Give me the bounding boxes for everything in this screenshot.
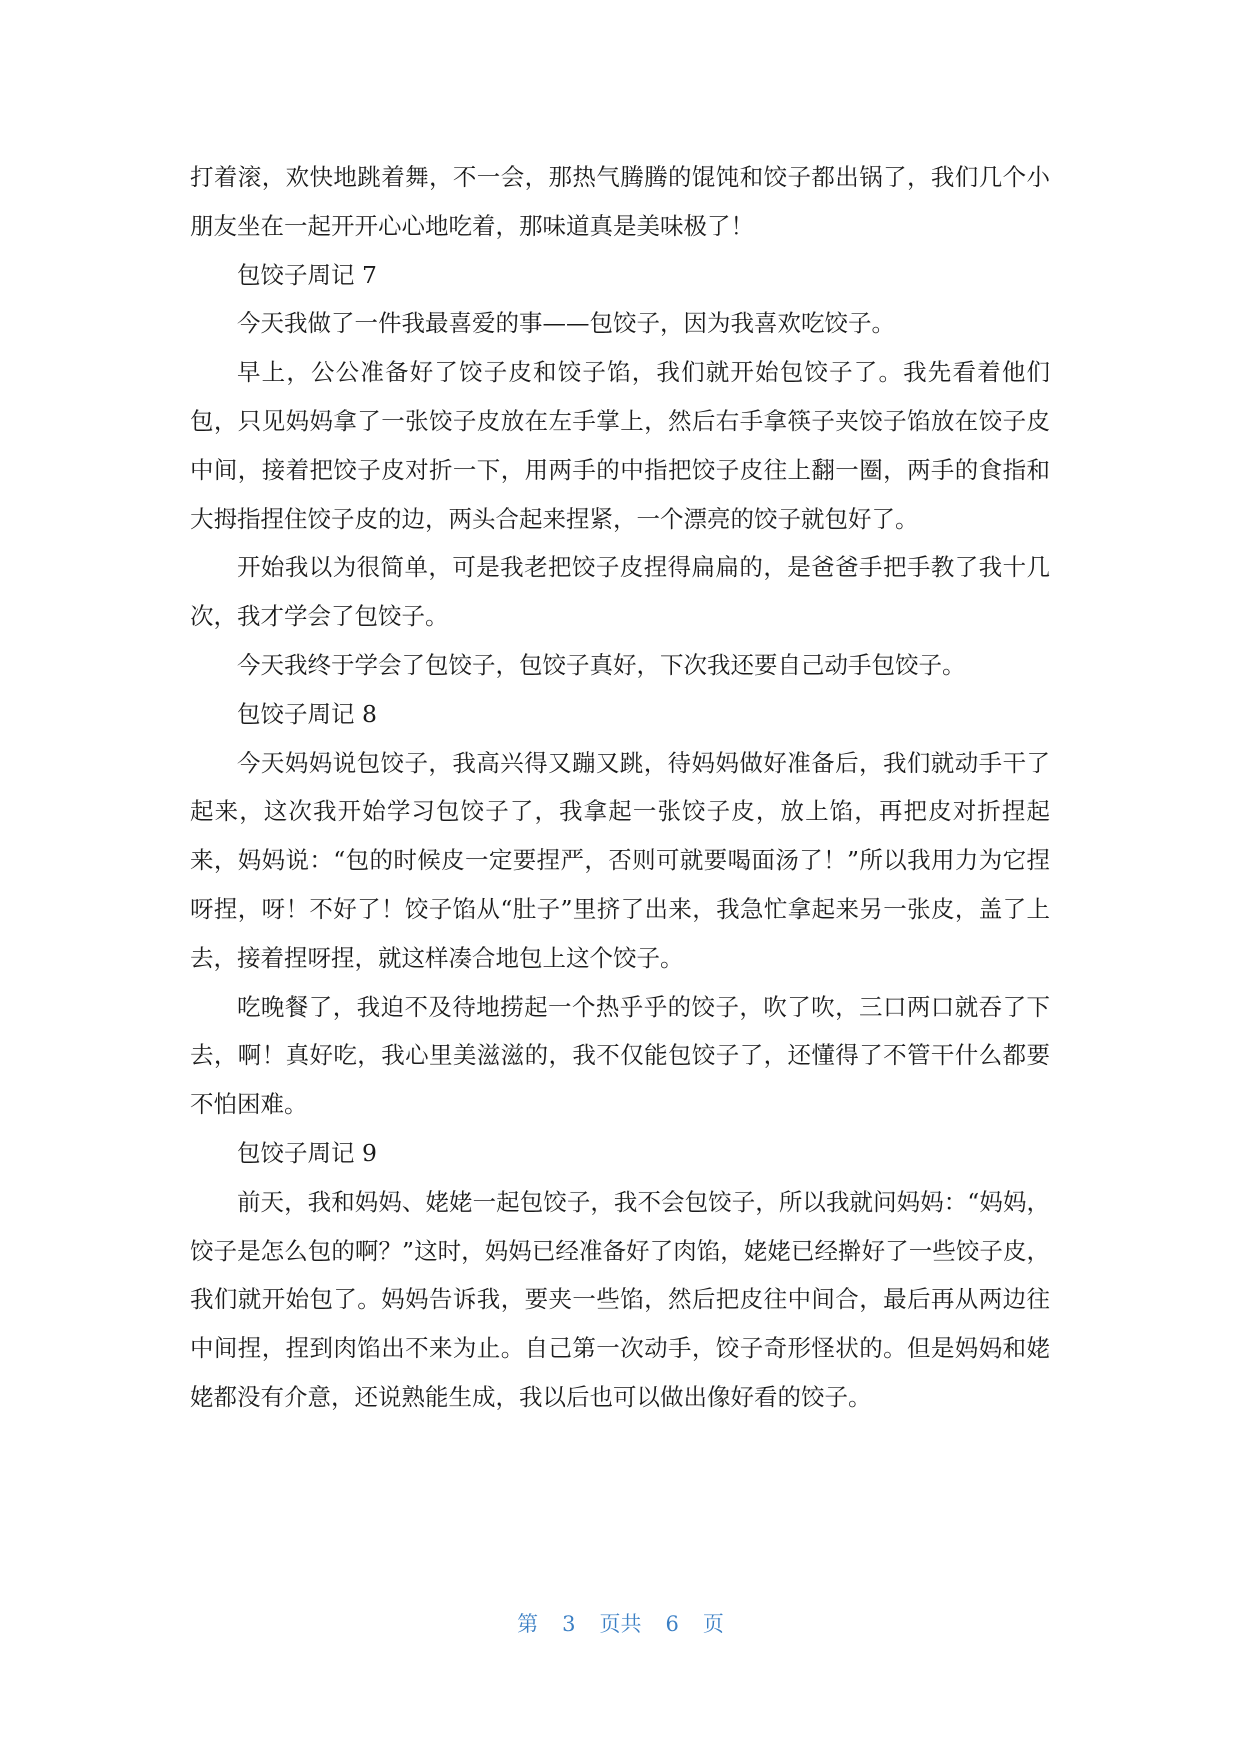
paragraph: 开始我以为很简单，可是我老把饺子皮捏得扁扁的，是爸爸手把手教了我十几次，我才学会了包饺子。 [190,553,1050,631]
paragraph: 吃晚餐了，我迫不及待地捞起一个热乎乎的饺子，吹了吹，三口两口就吞了下去，啊！真好吃，我心里美滋滋的，我不仅能包饺子了，还懂得了不管干什么都要不怕困难。 [190,992,1050,1119]
current-page-number: 3 [562,1612,576,1636]
footer-prefix: 第 [517,1612,539,1636]
section-heading: 包饺子周记 7 [237,260,377,289]
footer-suffix: 页 [702,1612,724,1636]
paragraph: 早上，公公准备好了饺子皮和饺子馅，我们就开始包饺子了。我先看着他们包，只见妈妈拿了一张饺子皮放在左手掌上，然后右手拿筷子夹饺子馅放在饺子皮中间，接着把饺子皮对折一下，用两手的中指把饺子皮往上翻一圈，两手的食指和大拇指捏住饺子皮的边，两头合起来捏紧，一个漂亮的饺子就包好了。 [190,358,1050,533]
paragraph: 今天我终于学会了包饺子，包饺子真好，下次我还要自己动手包饺子。 [237,650,966,679]
page-body [190,153,1050,1422]
paragraph: 前天，我和妈妈、姥姥一起包饺子，我不会包饺子，所以我就问妈妈：“妈妈，饺子是怎么包的啊？”这时，妈妈已经准备好了肉馅，姥姥已经擀好了一些饺子皮，我们就开始包了。妈妈告诉我，要夹一些馅，然后把皮往中间合，最后再从两边往中间捏，捏到肉馅出不来为止。自己第一次动手，饺子奇形怪状的。但是妈妈和姥姥都没有介意，还说熟能生成，我以后也可以做出像好看的饺子。 [190,1187,1050,1411]
section-heading: 包饺子周记 8 [237,699,377,728]
paragraph: 今天我做了一件我最喜爱的事——包饺子，因为我喜欢吃饺子。 [237,309,895,338]
section-heading: 包饺子周记 9 [237,1138,377,1167]
paragraph: 今天妈妈说包饺子，我高兴得又蹦又跳，待妈妈做好准备后，我们就动手干了起来，这次我开始学习包饺子了，我拿起一张饺子皮，放上馅，再把皮对折捏起来，妈妈说：“包的时候皮一定要捏严，否则可就要喝面汤了！”所以我用力为它捏呀捏，呀！不好了！饺子馅从“肚子”里挤了出来，我急忙拿起来另一张皮，盖了上去，接着捏呀捏，就这样凑合地包上这个饺子。 [190,748,1050,972]
total-pages-number: 6 [665,1612,679,1636]
page-footer [0,1608,1241,1638]
paragraph: 打着滚，欢快地跳着舞，不一会，那热气腾腾的馄饨和饺子都出锅了，我们几个小朋友坐在一起开开心心地吃着，那味道真是美味极了！ [190,163,1050,240]
footer-middle: 页共 [599,1612,642,1636]
